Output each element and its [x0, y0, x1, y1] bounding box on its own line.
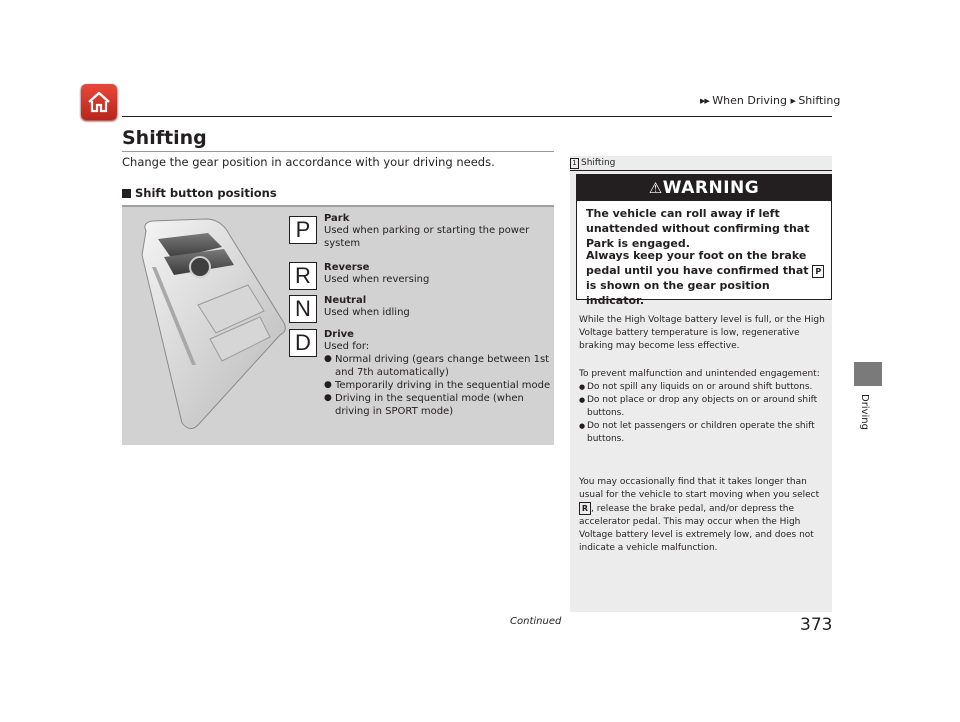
gear-text: Used when idling [324, 307, 410, 318]
square-bullet-icon [122, 189, 131, 198]
list-item: ● Driving in the sequential mode (when driving in SPORT mode) [324, 392, 554, 418]
gear-title: Neutral [324, 295, 367, 306]
chapter-tab[interactable] [854, 362, 882, 386]
gear-key-p: P [812, 265, 824, 278]
gear-badge-r: R [289, 262, 317, 290]
shift-console-illustration [138, 215, 288, 435]
gear-badge-p: P [289, 216, 317, 244]
gear-park [324, 213, 554, 250]
note-malfunction: To prevent malfunction and unintended engagement: ● Do not spill any liquids on or around shift buttons. ● Do not place or drop any objects on or around shift buttons. ● Do not let passengers or children operate the shift buttons. [579, 368, 827, 446]
warning-text-2: Always keep your foot on the brake pedal until you have confirmed that P is shown on the gear position indicator. [586, 248, 826, 308]
sidebar-heading-rule [570, 170, 832, 171]
gear-title: Park [324, 213, 350, 224]
page-title: Shifting [122, 127, 207, 149]
gear-key-r: R [579, 502, 591, 515]
gear-title: Reverse [324, 262, 370, 273]
warning-triangle-icon: ⚠ [648, 179, 663, 197]
list-item: ● Do not place or drop any objects on or around shift buttons. [579, 394, 827, 420]
gear-reverse [324, 262, 554, 286]
continued-label: Continued [510, 616, 562, 627]
gear-badge-d: D [289, 329, 317, 357]
gear-drive-bullets [324, 353, 554, 418]
list-item: ● Temporarily driving in the sequential mode [324, 379, 554, 392]
reference-number: 1 [570, 158, 579, 169]
gear-drive [324, 329, 554, 418]
gear-neutral [324, 295, 554, 319]
warning-text-1: The vehicle can roll away if left unattended without confirming that Park is engaged. [586, 207, 810, 250]
gear-text: Used when parking or starting the power system [324, 225, 530, 249]
note-regenerative-braking: While the High Voltage battery level is full, or the High Voltage battery temperature is low, regenerative braking may become less effective. [579, 315, 825, 351]
gear-title: Drive [324, 329, 354, 340]
warning-box [576, 174, 832, 307]
warning-bar [577, 175, 831, 201]
header-rule [122, 116, 832, 117]
breadcrumb [700, 94, 840, 107]
list-item: ● Do not let passengers or children operate the shift buttons. [579, 420, 827, 446]
list-item: ● Do not spill any liquids on or around shift buttons. [579, 381, 827, 394]
sidebar-heading: 1 Shifting [570, 158, 615, 169]
page-number: 373 [800, 615, 833, 635]
breadcrumb-item-shifting[interactable]: Shifting [798, 94, 841, 107]
home-icon [85, 88, 113, 116]
chapter-tab-label: Driving [859, 394, 870, 430]
note-slow-start: You may occasionally find that it takes longer than usual for the vehicle to start moving when you select R , release the brake pedal, and/or depress the accelerator pedal. This may occur when the High Voltage battery level is extremely low, and does not indicate a vehicle malfunction. [579, 477, 820, 553]
breadcrumb-arrow-icon: ▶▶ [700, 97, 709, 105]
breadcrumb-arrow-icon: ▶ [790, 97, 795, 105]
gear-text: Used when reversing [324, 274, 430, 285]
breadcrumb-item-driving[interactable]: When Driving [712, 94, 787, 107]
intro-text: Change the gear position in accordance with your driving needs. [122, 155, 495, 169]
title-rule [122, 151, 554, 152]
list-item: ● Normal driving (gears change between 1st and 7th automatically) [324, 353, 554, 379]
gear-text: Used for: [324, 341, 370, 352]
gear-badge-n: N [289, 295, 317, 323]
home-button[interactable] [81, 84, 117, 120]
warning-label: WARNING [662, 178, 760, 198]
section-heading: Shift button positions [122, 186, 277, 200]
